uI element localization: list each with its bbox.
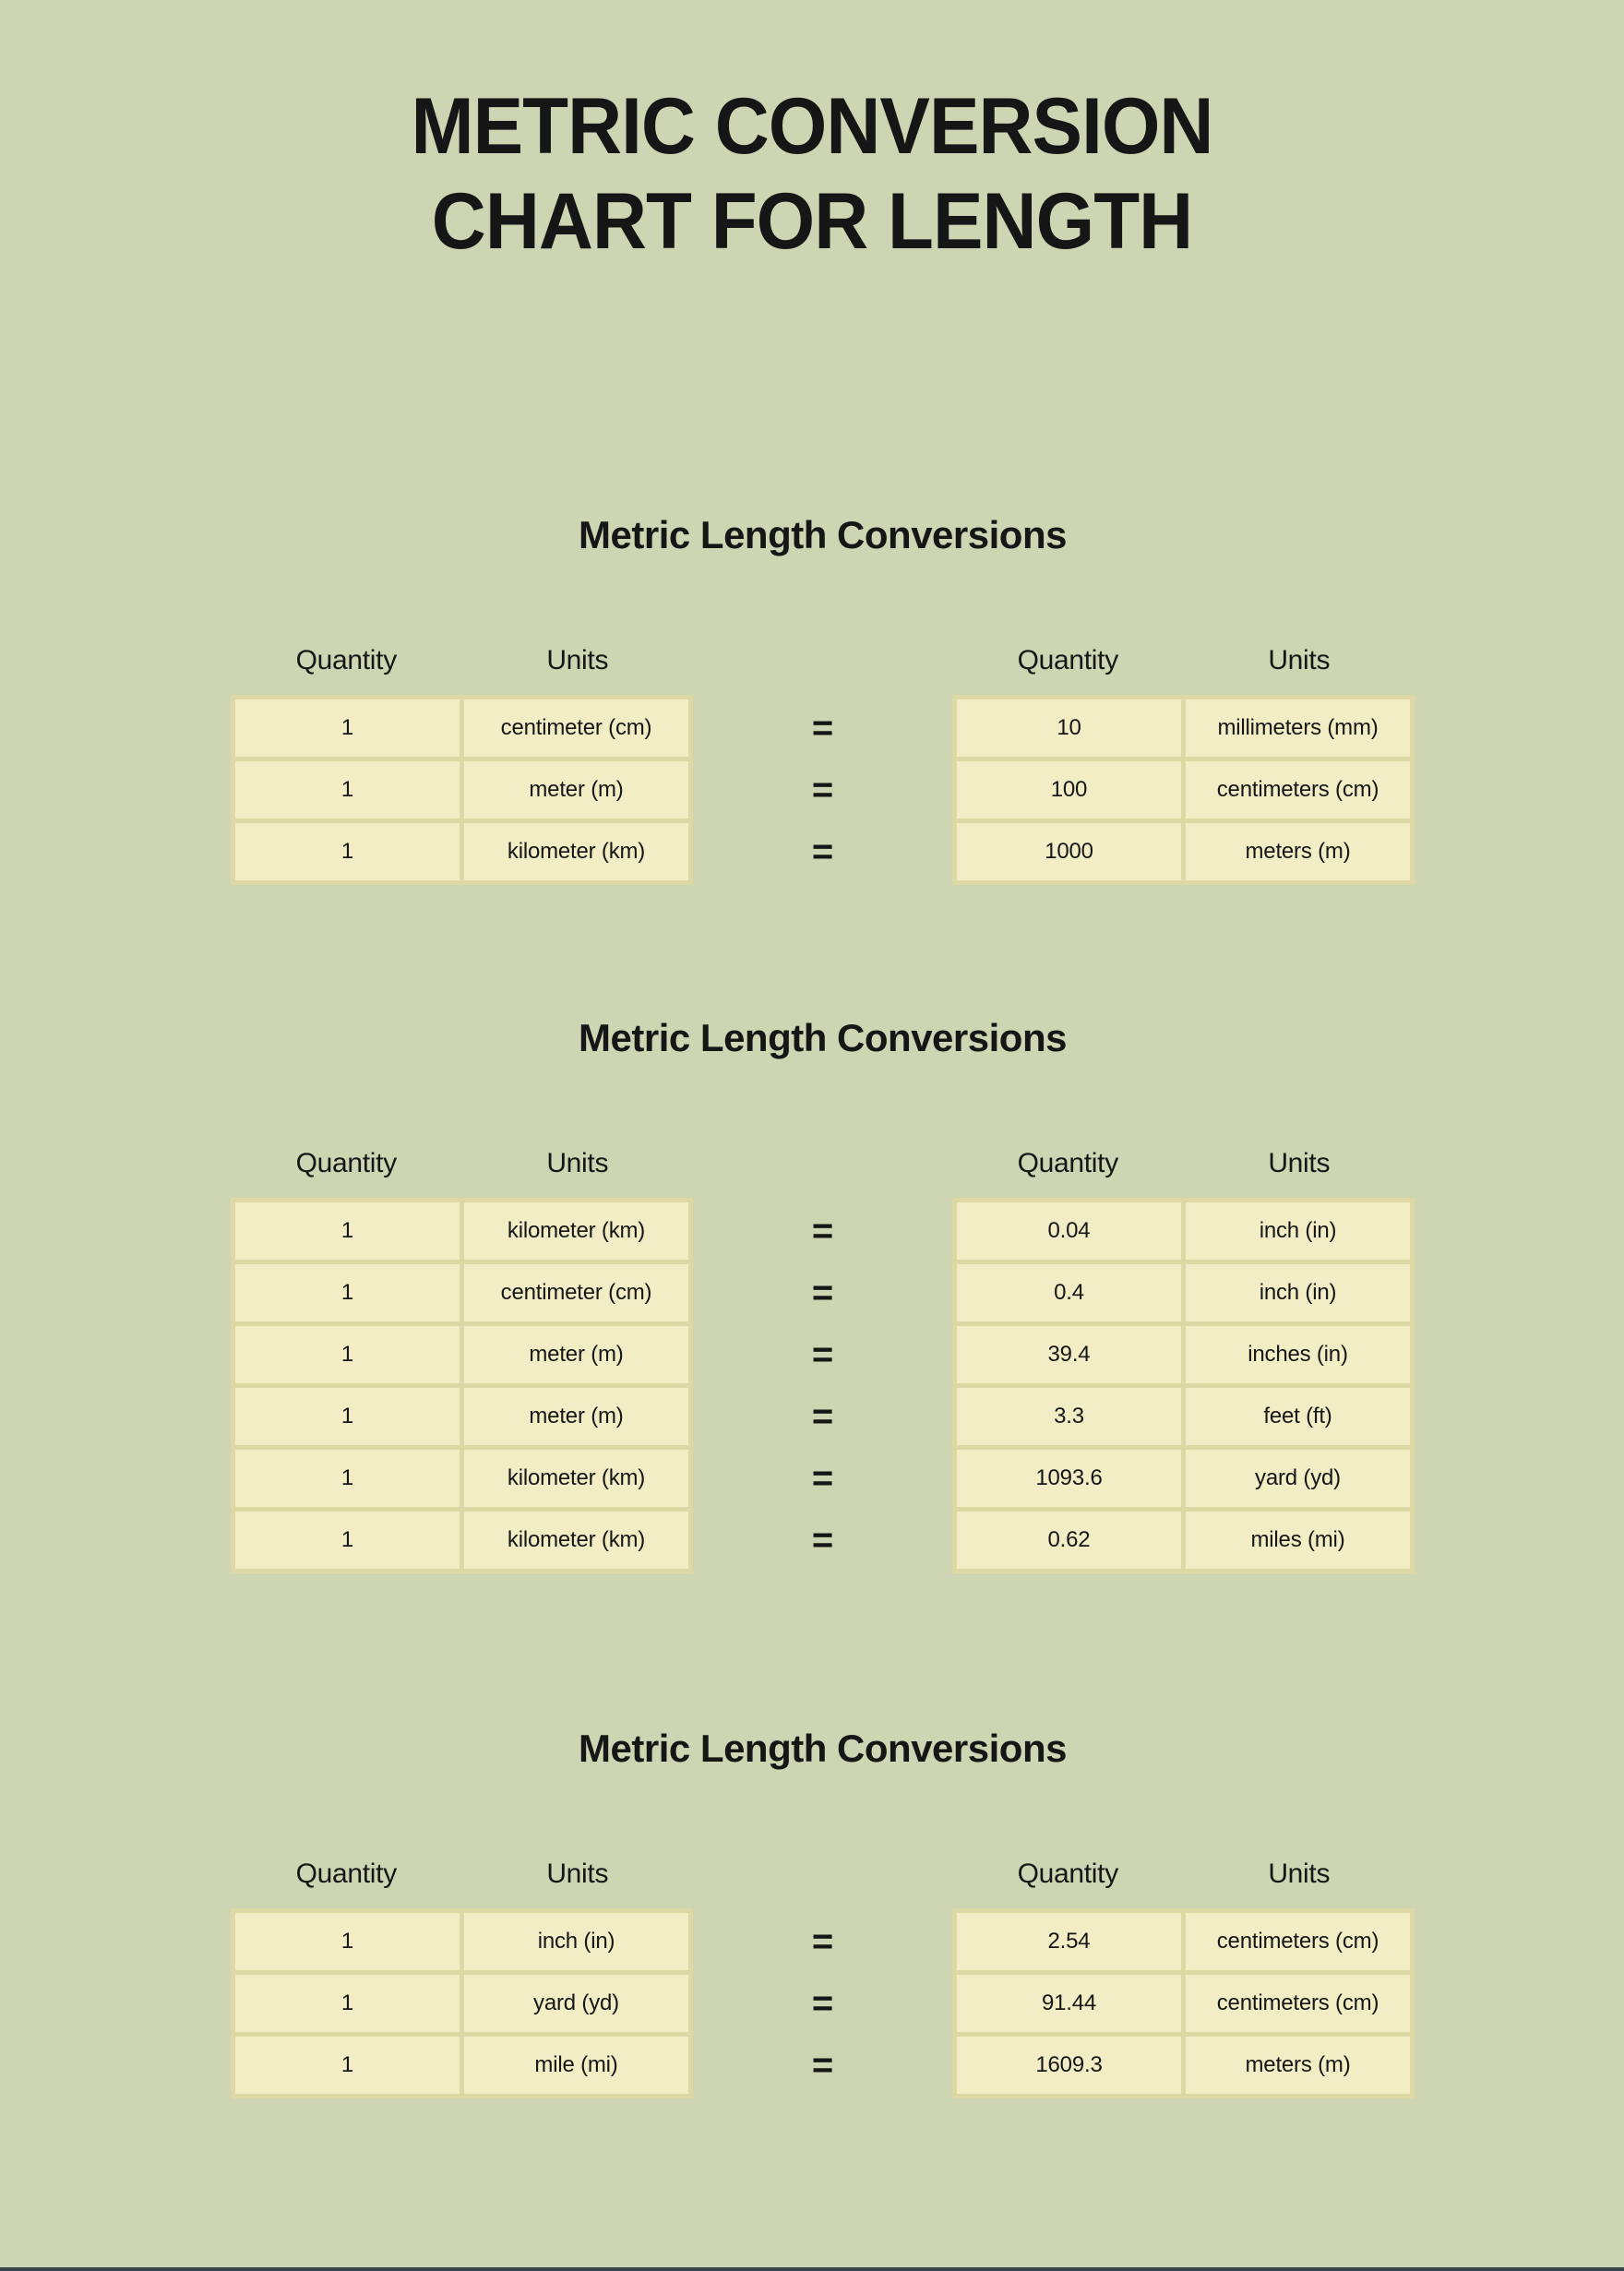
column-header-quantity: Quantity — [1017, 1148, 1118, 1179]
quantity-cell: 1 — [235, 761, 460, 819]
section-metric-length-conversions-2 — [231, 1015, 1415, 1573]
equals-sign: = — [811, 831, 834, 872]
units-cell: centimeter (cm) — [464, 699, 688, 757]
section-metric-length-conversions-3 — [231, 1726, 1415, 2098]
right-headers — [952, 1859, 1415, 1890]
page-title — [0, 0, 1624, 269]
equals-column — [693, 695, 952, 885]
column-header-units: Units — [1268, 645, 1331, 676]
quantity-cell: 0.4 — [957, 1264, 1181, 1321]
equals-sign: = — [811, 1982, 834, 2024]
equals-sign: = — [811, 769, 834, 810]
section-heading: Metric Length Conversions — [579, 1727, 1067, 1771]
right-table — [952, 1198, 1415, 1573]
quantity-cell: 1609.3 — [957, 2037, 1181, 2094]
quantity-cell: 1 — [235, 823, 460, 880]
quantity-cell: 1 — [235, 1975, 460, 2032]
units-cell: inch (in) — [1186, 1264, 1410, 1321]
left-table — [231, 1198, 693, 1573]
quantity-cell: 1000 — [957, 823, 1181, 880]
quantity-cell: 1 — [235, 1913, 460, 1970]
units-cell: meters (m) — [1186, 823, 1410, 880]
page-title-line-1: METRIC CONVERSION — [411, 82, 1213, 171]
content — [231, 512, 1415, 2098]
left-headers — [231, 645, 693, 676]
equals-sign: = — [811, 1333, 834, 1375]
quantity-cell: 1 — [235, 1450, 460, 1507]
section-metric-length-conversions-1 — [231, 512, 1415, 885]
quantity-cell: 2.54 — [957, 1913, 1181, 1970]
column-header-units: Units — [1268, 1148, 1331, 1179]
column-header-quantity: Quantity — [1017, 645, 1118, 676]
bottom-edge-bar — [0, 2267, 1624, 2271]
left-headers — [231, 1859, 693, 1890]
quantity-cell: 100 — [957, 761, 1181, 819]
column-header-units: Units — [546, 1859, 609, 1890]
units-cell: centimeters (cm) — [1186, 761, 1410, 819]
units-cell: yard (yd) — [1186, 1450, 1410, 1507]
equals-column — [693, 1198, 952, 1573]
right-headers — [952, 1148, 1415, 1179]
units-cell: centimeters (cm) — [1186, 1975, 1410, 2032]
units-cell: centimeters (cm) — [1186, 1913, 1410, 1970]
column-headers-row — [231, 1146, 1415, 1179]
equals-column — [693, 1908, 952, 2098]
quantity-cell: 1 — [235, 2037, 460, 2094]
units-cell: meters (m) — [1186, 2037, 1410, 2094]
equals-sign: = — [811, 1395, 834, 1437]
right-table — [952, 695, 1415, 885]
units-cell: feet (ft) — [1186, 1388, 1410, 1445]
quantity-cell: 1093.6 — [957, 1450, 1181, 1507]
equals-sign: = — [811, 1519, 834, 1560]
units-cell: meter (m) — [464, 761, 688, 819]
units-cell: inch (in) — [1186, 1202, 1410, 1260]
units-cell: mile (mi) — [464, 2037, 688, 2094]
quantity-cell: 0.62 — [957, 1512, 1181, 1569]
units-cell: kilometer (km) — [464, 823, 688, 880]
column-headers-row — [231, 1857, 1415, 1890]
column-header-units: Units — [546, 1148, 609, 1179]
section-heading: Metric Length Conversions — [579, 513, 1067, 557]
left-headers — [231, 1148, 693, 1179]
equals-sign: = — [811, 1920, 834, 1962]
units-cell: centimeter (cm) — [464, 1264, 688, 1321]
left-table — [231, 1908, 693, 2098]
left-table — [231, 695, 693, 885]
quantity-cell: 0.04 — [957, 1202, 1181, 1260]
conversion-table — [231, 695, 1415, 885]
equals-sign: = — [811, 1210, 834, 1251]
quantity-cell: 1 — [235, 1388, 460, 1445]
units-cell: millimeters (mm) — [1186, 699, 1410, 757]
quantity-cell: 91.44 — [957, 1975, 1181, 2032]
quantity-cell: 1 — [235, 699, 460, 757]
quantity-cell: 1 — [235, 1326, 460, 1383]
equals-sign: = — [811, 1272, 834, 1313]
units-cell: miles (mi) — [1186, 1512, 1410, 1569]
quantity-cell: 1 — [235, 1512, 460, 1569]
units-cell: kilometer (km) — [464, 1512, 688, 1569]
equals-sign: = — [811, 1457, 834, 1499]
quantity-cell: 39.4 — [957, 1326, 1181, 1383]
column-header-quantity: Quantity — [295, 1148, 397, 1179]
column-header-quantity: Quantity — [1017, 1859, 1118, 1890]
quantity-cell: 1 — [235, 1264, 460, 1321]
column-header-units: Units — [546, 645, 609, 676]
units-cell: yard (yd) — [464, 1975, 688, 2032]
page-title-line-2: CHART FOR LENGTH — [431, 177, 1193, 267]
units-cell: inch (in) — [464, 1913, 688, 1970]
column-header-quantity: Quantity — [295, 1859, 397, 1890]
units-cell: kilometer (km) — [464, 1450, 688, 1507]
units-cell: kilometer (km) — [464, 1202, 688, 1260]
right-headers — [952, 645, 1415, 676]
column-header-quantity: Quantity — [295, 645, 397, 676]
right-table — [952, 1908, 1415, 2098]
quantity-cell: 1 — [235, 1202, 460, 1260]
quantity-cell: 3.3 — [957, 1388, 1181, 1445]
conversion-table — [231, 1908, 1415, 2098]
quantity-cell: 10 — [957, 699, 1181, 757]
section-heading: Metric Length Conversions — [579, 1016, 1067, 1060]
units-cell: inches (in) — [1186, 1326, 1410, 1383]
conversion-table — [231, 1198, 1415, 1573]
equals-sign: = — [811, 2044, 834, 2086]
units-cell: meter (m) — [464, 1388, 688, 1445]
column-headers-row — [231, 643, 1415, 676]
equals-sign: = — [811, 707, 834, 748]
units-cell: meter (m) — [464, 1326, 688, 1383]
column-header-units: Units — [1268, 1859, 1331, 1890]
